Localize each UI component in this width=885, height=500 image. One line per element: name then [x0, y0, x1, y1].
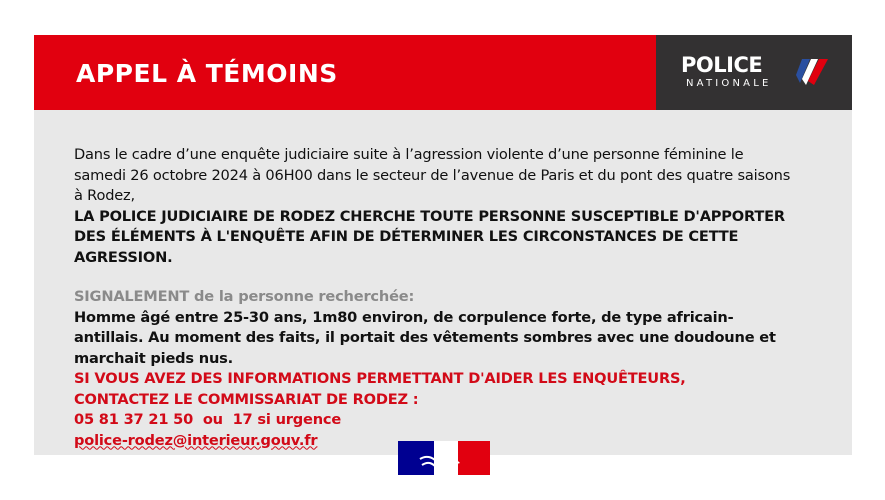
header-banner — [34, 35, 656, 110]
police-nationale-logo — [656, 35, 852, 110]
appeal-paragraph: LA POLICE JUDICIAIRE DE RODEZ CHERCHE TOUTE PERSONNE SUSCEPTIBLE D'APPORTER DES ÉLÉMENTS À L'ENQUÊTE AFIN DE DÉTERMINER LES CIRCONSTANCES DE CETTE AGRESSION. — [74, 207, 785, 266]
signalement-heading — [74, 287, 794, 308]
intro-paragraph: Dans le cadre d’une enquête judiciaire suite à l’agression violente d’une personne féminine le samedi 26 octobre 2024 à 06H00 dans le secteur de l’avenue de Paris et du pont des quatre saisons à Rodez, — [74, 146, 791, 204]
appeal-card — [34, 35, 852, 455]
contact-line-2: CONTACTEZ LE COMMISSARIAT DE RODEZ : — [74, 390, 419, 408]
suspect-description: Homme âgé entre 25-30 ans, 1m80 environ, de corpulence forte, de type africain-antillais. Au moment des faits, il portait des vêtements sombres avec une doudoune et marchait pieds nus. — [74, 308, 776, 367]
tricolor-wing-icon — [794, 57, 830, 87]
page-title: APPEL À TÉMOINS — [76, 59, 338, 88]
logo-nationale-text: NATIONALE — [686, 78, 772, 89]
signalement-label: SIGNALEMENT — [74, 288, 190, 305]
marianne-logo — [398, 441, 490, 475]
logo-police-text: POLICE — [681, 53, 763, 77]
contact-phone[interactable]: 05 81 37 21 50 ou 17 si urgence — [74, 411, 342, 428]
body-text — [74, 145, 794, 451]
contact-email[interactable]: police-rodez@interieur.gouv.fr — [74, 431, 318, 449]
contact-line-1: SI VOUS AVEZ DES INFORMATIONS PERMETTANT D'AIDER LES ENQUÊTEURS, — [74, 370, 686, 387]
signalement-label-rest: de la personne recherchée: — [189, 288, 415, 305]
